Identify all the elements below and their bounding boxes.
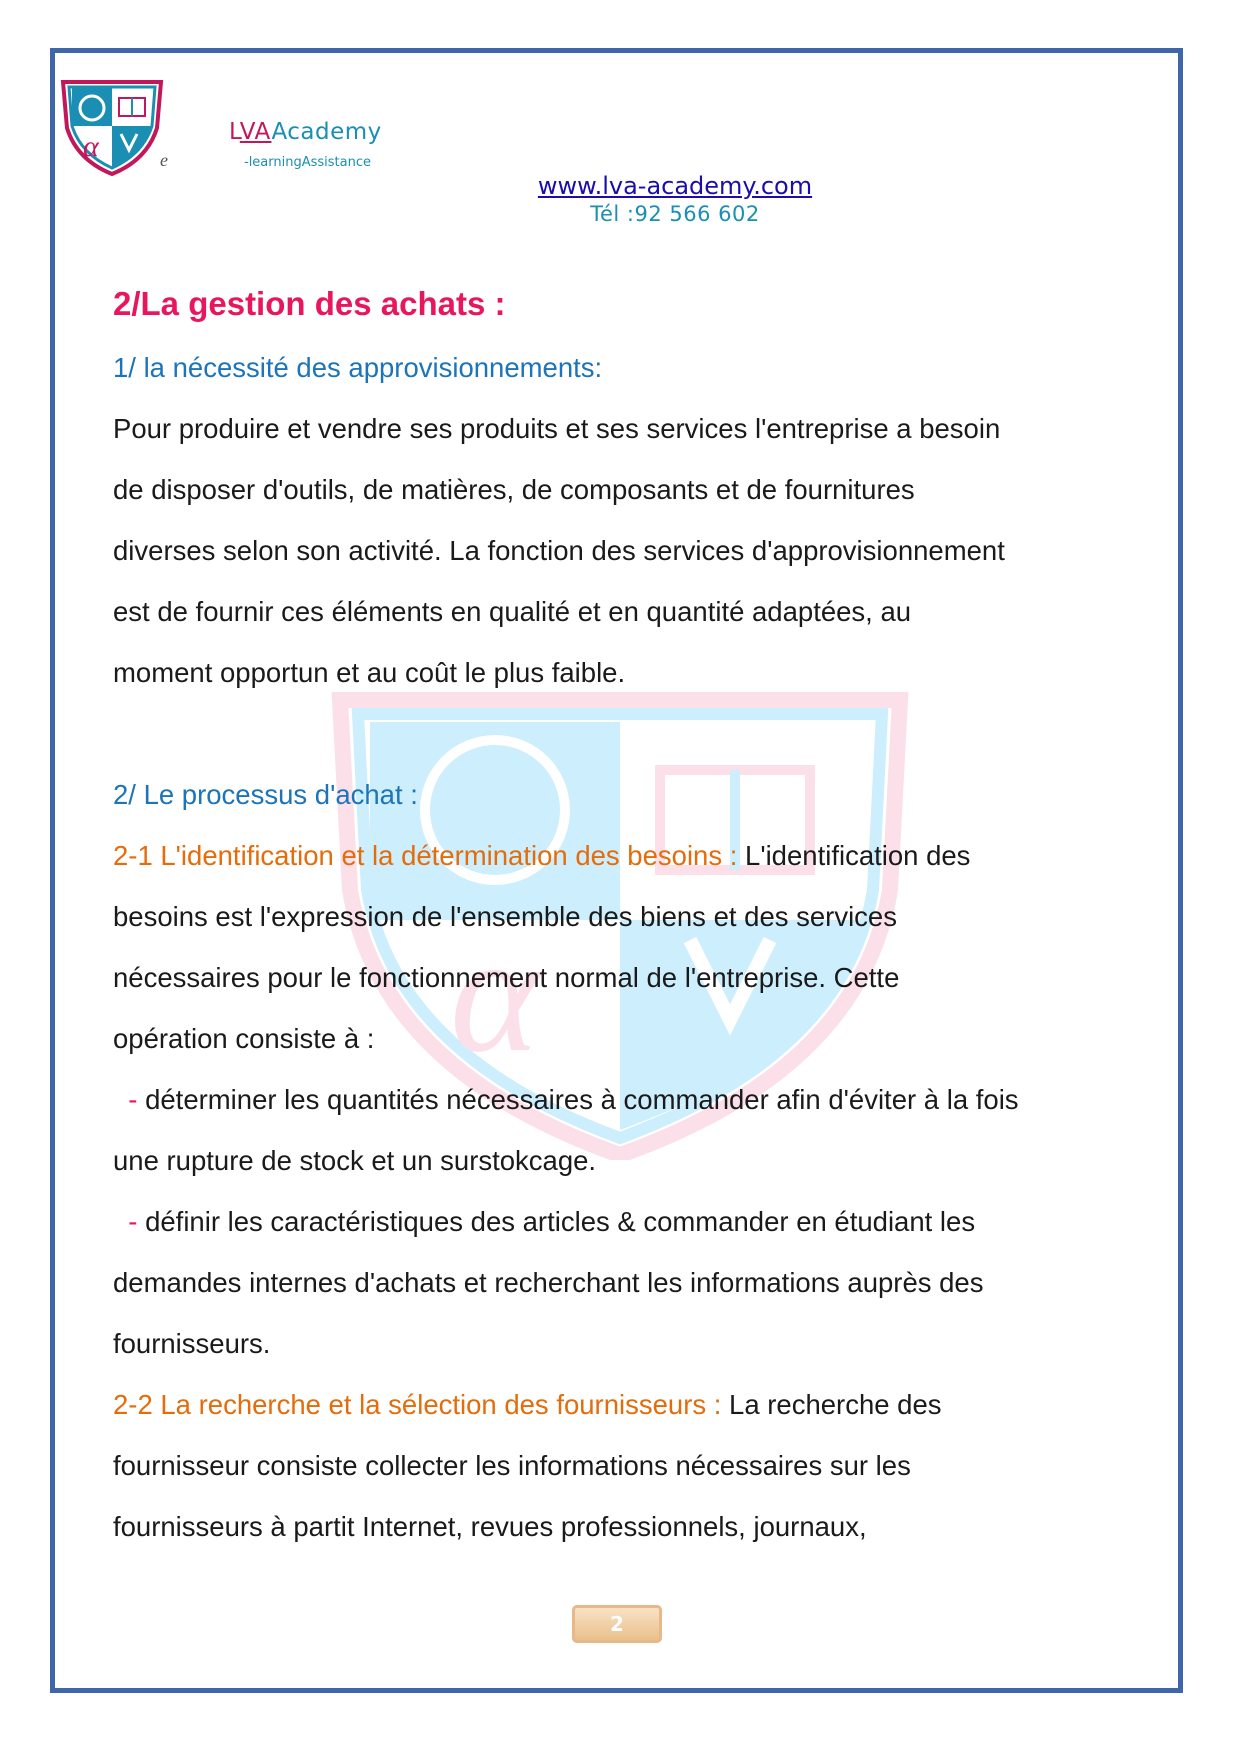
- svg-text:α: α: [450, 899, 540, 1087]
- paragraph-text: L'identification des: [745, 840, 971, 871]
- subsection-2-2-heading: 2-2 La recherche et la sélection des fournisseurs :: [113, 1389, 730, 1420]
- document-body: [113, 277, 1143, 1557]
- paragraph-line: est de fournir ces éléments en qualité et en quantité adaptées, au: [113, 596, 912, 627]
- brand-tagline: -learningAssistance: [244, 155, 371, 170]
- paragraph-line: besoins est l'expression de l'ensemble des biens et des services: [113, 901, 897, 932]
- brand-name: [229, 119, 382, 145]
- paragraph-text: La recherche des: [729, 1389, 942, 1420]
- brand-l: L: [229, 119, 240, 145]
- page-title: 2/La gestion des achats :: [113, 285, 506, 322]
- paragraph-line: fournisseur consiste collecter les informations nécessaires sur les: [113, 1450, 911, 1481]
- svg-text:α: α: [83, 130, 99, 163]
- phone-number: Tél :92 566 602: [590, 202, 760, 226]
- page-number-badge: 2: [572, 1605, 662, 1643]
- lva-logo-icon: [57, 78, 167, 178]
- section-1-heading: 1/ la nécessité des approvisionnements:: [113, 352, 603, 383]
- paragraph-line: nécessaires pour le fonctionnement normal de l'entreprise. Cette: [113, 962, 900, 993]
- paragraph-line: Pour produire et vendre ses produits et ses services l'entreprise a besoin: [113, 413, 1001, 444]
- bullet-text: déterminer les quantités nécessaires à commander afin d'éviter à la fois: [145, 1084, 1019, 1115]
- bullet-continuation: fournisseurs.: [113, 1328, 271, 1359]
- paragraph-line: opération consiste à :: [113, 1023, 375, 1054]
- logo-e-letter: e: [160, 150, 168, 170]
- bullet-dash: -: [128, 1084, 146, 1115]
- bullet-continuation: une rupture de stock et un surstokcage.: [113, 1145, 597, 1176]
- bullet-text: définir les caractéristiques des articles & commander en étudiant les: [145, 1206, 976, 1237]
- bullet-item: [113, 1191, 1143, 1252]
- brand-va: VA: [239, 119, 272, 145]
- section-2-heading: 2/ Le processus d'achat :: [113, 779, 418, 810]
- paragraph-line: diverses selon son activité. La fonction des services d'approvisionnement: [113, 535, 1005, 566]
- paragraph-line: fournisseurs à partit Internet, revues professionnels, journaux,: [113, 1511, 867, 1542]
- subsection-2-2-line: [113, 1374, 1143, 1435]
- bullet-dash: -: [128, 1206, 146, 1237]
- subsection-2-1-heading: 2-1 L'identification et la détermination des besoins :: [113, 840, 746, 871]
- website-link[interactable]: www.lva-academy.com: [537, 172, 813, 200]
- bullet-continuation: demandes internes d'achats et recherchant les informations auprès des: [113, 1267, 984, 1298]
- brand-academy: Academy: [271, 119, 382, 145]
- bullet-item: [113, 1069, 1143, 1130]
- paragraph-line: moment opportun et au coût le plus faible.: [113, 657, 626, 688]
- paragraph-line: de disposer d'outils, de matières, de composants et de fournitures: [113, 474, 915, 505]
- blank-line: [113, 703, 1143, 764]
- subsection-2-1-line: [113, 825, 1143, 886]
